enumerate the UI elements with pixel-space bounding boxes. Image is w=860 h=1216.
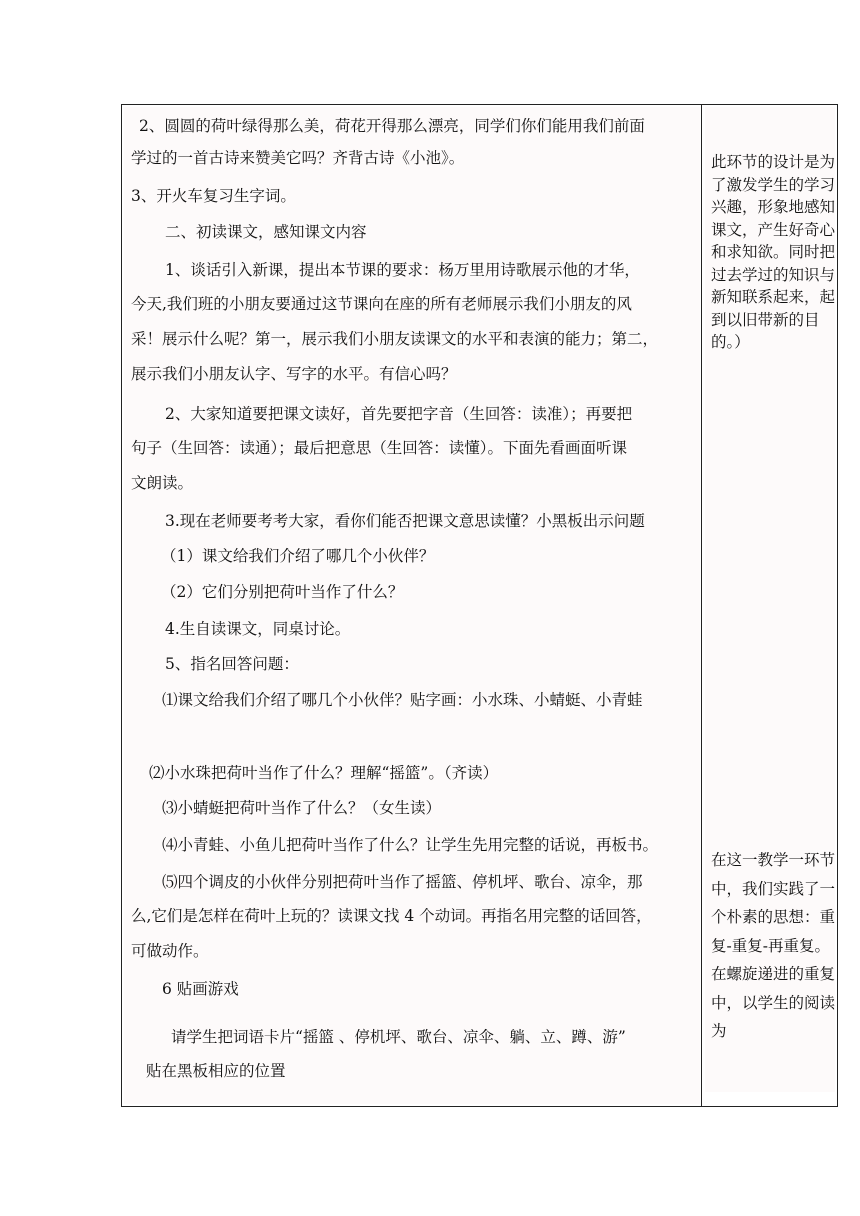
text-line: 展示我们小朋友认字、写字的水平。有信心吗？: [131, 365, 457, 383]
text-line: 3.现在老师要考考大家，看你们能否把课文意思读懂？小黑板出示问题: [165, 512, 645, 530]
design-note: 此环节的设计是为了激发学生的学习兴趣，形象地感知课文，产生好奇心和求知欲。同时把过去学过的知识与新知联系起来，起到以旧带新的目的。）: [711, 153, 836, 351]
text-line: 句子（生回答：读通）；最后把意思（生回答：读懂）。下面先看画面听课: [131, 439, 628, 457]
lesson-plan-table: [121, 104, 838, 1107]
text-line: 5、指名回答问题：: [165, 655, 299, 673]
text-line: 2、大家知道要把课文读好，首先要把字音（生回答：读准）；再要把: [165, 405, 633, 423]
answer-item: ⑵小水珠把荷叶当作了什么？理解“摇篮”。（齐读）: [149, 764, 499, 782]
section-heading: 二、初读课文，感知课文内容: [165, 223, 367, 241]
text-line: 4.生自读课文，同桌讨论。: [165, 620, 351, 638]
answer-item: ⑸四个调皮的小伙伴分别把荷叶当作了摇篮、停机坪、歌台、凉伞，那: [162, 873, 643, 891]
text-line: 学过的一首古诗来赞美它吗？齐背古诗《小池》。: [131, 149, 465, 167]
section-heading: 6 贴画游戏: [162, 980, 239, 998]
design-intent-column: [702, 105, 837, 1106]
cell-background: [124, 107, 700, 1104]
text-line: 请学生把词语卡片“摇篮 、停机坪、歌台、凉伞、躺、立、蹲、游”: [171, 1028, 626, 1046]
answer-item: ⑴课文给我们介绍了哪几个小伙伴？贴字画：小水珠、小蜻蜓、小青蛙: [162, 691, 643, 709]
teaching-process-column: [122, 105, 702, 1106]
text-line: 1、谈话引入新课，提出本节课的要求：杨万里用诗歌展示他的才华，: [165, 261, 640, 279]
text-line: 采！展示什么呢？第一，展示我们小朋友读课文的水平和表演的能力；第二，: [131, 330, 659, 348]
text-line: 么,它们是怎样在荷叶上玩的？读课文找 4 个动词。再指名用完整的话回答，: [131, 907, 652, 925]
text-line: 2、圆圆的荷叶绿得那么美，荷花开得那么漂亮，同学们你们能用我们前面: [139, 117, 645, 135]
question-item: （2）它们分别把荷叶当作了什么？: [161, 583, 404, 601]
text-line: 可做动作。: [131, 942, 209, 960]
text-line: 文朗读。: [131, 474, 194, 492]
text-line: 3、开火车复习生字词。: [131, 187, 296, 205]
answer-item: ⑷小青蛙、小鱼儿把荷叶当作了什么？让学生先用完整的话说，再板书。: [162, 836, 659, 854]
design-note: 在这一教学一环节中，我们实践了一个朴素的思想：重复-重复-再重复。在螺旋递进的重复中，以学生的阅读为: [711, 851, 836, 1040]
text-line: 今天,我们班的小朋友要通过这节课向在座的所有老师展示我们小朋友的风: [131, 295, 632, 313]
answer-item: ⑶小蜻蜓把荷叶当作了什么？（女生读）: [162, 799, 442, 817]
question-item: （1）课文给我们介绍了哪几个小伙伴？: [161, 547, 435, 565]
text-line: 贴在黑板相应的位置: [146, 1062, 286, 1080]
